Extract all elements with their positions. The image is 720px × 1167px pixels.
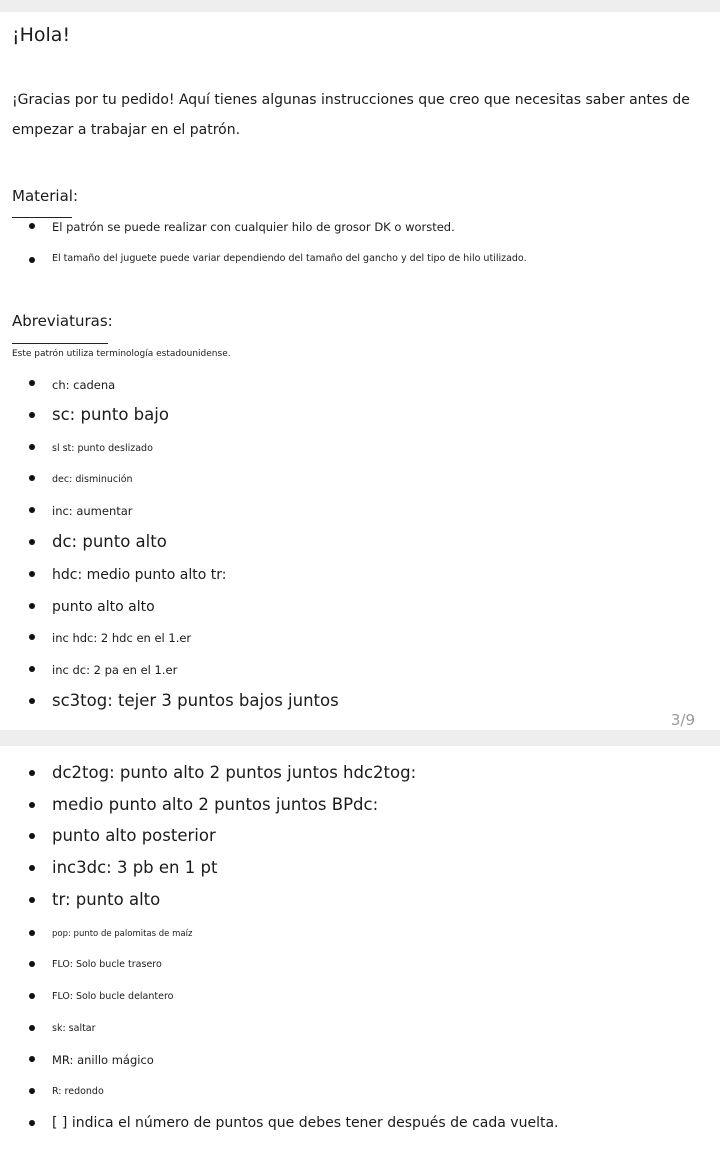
abbreviation-item: sk: saltar: [52, 1023, 96, 1034]
intro-text-line-2: empezar a trabajar en el patrón.: [12, 122, 241, 138]
bullet-icon: [29, 802, 35, 808]
abbreviation-item: inc hdc: 2 hdc en el 1.er: [52, 631, 192, 645]
abbreviation-item: dc: punto alto: [52, 532, 167, 551]
bullet-icon: [29, 444, 35, 450]
bullet-icon: [29, 1056, 35, 1062]
bullet-icon: [29, 930, 35, 936]
bullet-icon: [29, 666, 35, 672]
bullet-icon: [29, 539, 35, 545]
abbreviation-item: tr: punto alto: [52, 890, 161, 909]
abbreviation-item: hdc: medio punto alto tr:: [52, 567, 227, 583]
document-page-2: [0, 746, 720, 1167]
bullet-icon: [29, 897, 35, 903]
abbreviation-item: [ ] indica el número de puntos que debes tener después de cada vuelta.: [52, 1115, 559, 1131]
greeting-heading: ¡Hola!: [12, 24, 71, 46]
abbreviation-item: dec: disminución: [52, 474, 133, 485]
material-heading-underline: [12, 217, 72, 218]
bullet-icon: [29, 1025, 35, 1031]
abbreviation-item: inc3dc: 3 pb en 1 pt: [52, 858, 218, 877]
bullet-icon: [29, 603, 35, 609]
bullet-icon: [29, 223, 35, 229]
bullet-icon: [29, 993, 35, 999]
abbreviation-item: FLO: Solo bucle delantero: [52, 991, 174, 1002]
abbreviations-heading: Abreviaturas:: [12, 312, 113, 330]
abbreviation-item: MR: anillo mágico: [52, 1053, 154, 1067]
bullet-icon: [29, 507, 35, 513]
bullet-icon: [29, 412, 35, 418]
abbreviations-note: Este patrón utiliza terminología estadounidense.: [12, 349, 231, 359]
bullet-icon: [29, 1120, 35, 1126]
material-heading: Material:: [12, 187, 78, 205]
abbreviation-item: pop: punto de palomitas de maíz: [52, 929, 193, 939]
bullet-icon: [29, 380, 35, 386]
bullet-icon: [29, 571, 35, 577]
abbreviation-item: punto alto posterior: [52, 826, 216, 845]
abbreviation-item: R: redondo: [52, 1086, 104, 1097]
abbreviation-item: sc3tog: tejer 3 puntos bajos juntos: [52, 691, 339, 710]
bullet-icon: [29, 698, 35, 704]
bullet-icon: [29, 770, 35, 776]
abbreviation-item: FLO: Solo bucle trasero: [52, 959, 162, 970]
bullet-icon: [29, 1088, 35, 1094]
abbreviation-item: sl st: punto deslizado: [52, 443, 153, 454]
bullet-icon: [29, 961, 35, 967]
material-list-item: El tamaño del juguete puede variar dependiendo del tamaño del gancho y del tipo de hilo utilizado.: [52, 253, 527, 264]
abbreviations-heading-underline: [12, 343, 108, 344]
abbreviation-item: sc: punto bajo: [52, 405, 169, 424]
bullet-icon: [29, 865, 35, 871]
abbreviation-item: punto alto alto: [52, 599, 155, 615]
intro-text-line-1: ¡Gracias por tu pedido! Aquí tienes algunas instrucciones que creo que necesitas saber antes de: [12, 92, 690, 108]
material-list-item: El patrón se puede realizar con cualquier hilo de grosor DK o worsted.: [52, 220, 455, 234]
abbreviation-item: inc: aumentar: [52, 504, 133, 518]
document-page-1: [0, 12, 720, 730]
bullet-icon: [29, 634, 35, 640]
page-number: 3/9: [670, 711, 695, 729]
bullet-icon: [29, 833, 35, 839]
bullet-icon: [29, 257, 35, 263]
abbreviation-item: ch: cadena: [52, 378, 116, 392]
bullet-icon: [29, 475, 35, 481]
abbreviation-item: inc dc: 2 pa en el 1.er: [52, 663, 178, 677]
abbreviation-item: medio punto alto 2 puntos juntos BPdc:: [52, 795, 379, 814]
abbreviation-item: dc2tog: punto alto 2 puntos juntos hdc2tog:: [52, 763, 417, 782]
